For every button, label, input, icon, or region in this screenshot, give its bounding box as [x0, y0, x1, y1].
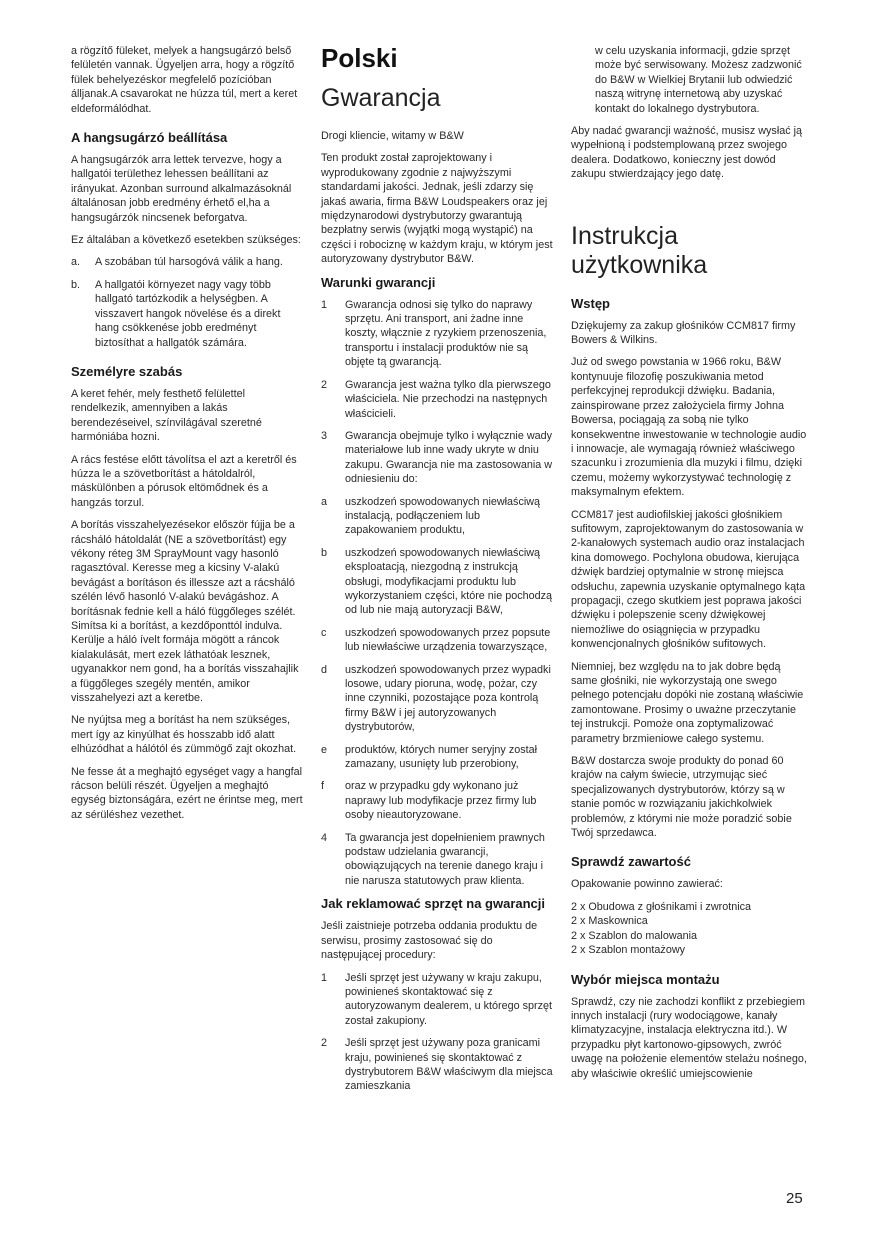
list-marker: 3: [321, 429, 328, 442]
list-item: [71, 278, 303, 350]
paragraph: Ez általában a következő esetekben szükséges:: [71, 234, 301, 247]
list-item: [71, 255, 303, 269]
list-text: Gwarancja jest ważna tylko dla pierwszego właściciela. Nie przechodzi na następnych właścicieli.: [345, 378, 551, 420]
list-marker: c: [321, 626, 327, 639]
paragraph: B&W dostarcza swoje produkty do ponad 60 krajów na całym świecie, utrzymując sieć specjalizowanych dystrybutorów, którzy są w stanie pomóc w rozwiązaniu jakichkolwiek problemów, z którymi nie może poradzić sobie Twój sprzedawca.: [571, 755, 792, 840]
list-marker: b.: [71, 278, 81, 291]
list-marker: e: [321, 743, 328, 756]
list-item: [321, 378, 553, 421]
list-text: produktów, których numer seryjny został zamazany, usunięty lub przerobiony,: [345, 743, 538, 771]
page-number: 25: [786, 1190, 803, 1207]
heading-customization: Személyre szabás: [71, 363, 183, 379]
list-continuation: w celu uzyskania informacji, gdzie sprzęt może być serwisowany. Możesz zadzwonić do B&W w Wielkiej Brytanii lub odwiedzić naszą witrynę internetową aby uzyskać kontakt do lokalnego dystrybutora.: [595, 45, 802, 115]
paragraph: CCM817 jest audiofilskiej jakości głośnikiem sufitowym, zaprojektowanym do zastosowania w 2-kanałowych systemach audio oraz instalacjach kina domowego. Pochylona obudowa, kierująca dźwięk bardziej optymalnie w stronę miejsca odsłuchu, zapewnia uzyskanie optymalnego kąta propagacji, czego skutkiem jest poprawa jakości dźwięku i polepszenie sceny dźwiękowej niemożliwe do osiągnięcia w przypadku konwencjonalnych głośników sufitowych.: [571, 508, 806, 651]
list-text: oraz w przypadku gdy wykonano już naprawy lub modyfikacje przez firmy lub osoby nieautoryzowane.: [345, 780, 537, 822]
list-text: Gwarancja odnosi się tylko do naprawy sprzętu. Ani transport, ani żadne inne koszty, włącznie z ryzykiem przenoszenia, transportu i instalacji produktów nie są objęte tą gwarancją.: [345, 298, 547, 369]
paragraph: A hangsugárzók arra lettek tervezve, hogy a hallgatói területhez lehessen beállítani az irányukat. Azonban surround alkalmazásoknál általánosan jobb eredmény érhető el,ha a hangsugárzók nincsenek beforgatva.: [71, 154, 292, 224]
contents-item: 2 x Obudowa z głośnikami i zwrotnica: [571, 900, 752, 913]
list-item: [321, 831, 553, 889]
column-polish-warranty: [321, 44, 553, 1102]
heading-introduction: Wstęp: [571, 295, 610, 311]
list-text: A szobában túl harsogóvá válik a hang.: [95, 256, 283, 269]
contents-item: 2 x Szablon do malowania: [571, 929, 698, 942]
language-title: Polski: [321, 43, 398, 73]
paragraph: Już od swego powstania w 1966 roku, B&W kontynuuje filozofię poszukiwania metod perfekcyjnej reprodukcji dźwięku. Badania, zainspirowane przez założyciela firmy Johna Bowersa, pociągają za sobą nie tylko konsekwentne inwestowanie w technologie audio i innowacje, ale wymagają również właściwego szacunku i zrozumienia dla muzyki i filmu, dzięki czemu, możemy wykorzystywać technologię z maksymalnym efektem.: [571, 356, 807, 499]
heading-mounting-location: Wybór miejsca montażu: [571, 971, 720, 987]
list-text: A hallgatói környezet nagy vagy több hallgató tartózkodik a helységben. A visszavert hangok növelése és a direkt hang csökkenése jobb eredményt biztosíthat a hallgatók számára.: [95, 278, 281, 349]
paragraph: Ne fesse át a meghajtó egységet vagy a hangfal rácson belüli részét. Ügyeljen a meghajtó egység biztonságára, ezért ne érintse meg, mert az sérüléshez vezethet.: [71, 765, 303, 821]
list-text: Jeśli sprzęt jest używany poza granicami kraju, powinieneś się skontaktować z dystrybutorem B&W właściwym dla miejsca zamieszkania: [345, 1037, 553, 1093]
list-marker: f: [321, 780, 324, 793]
list-marker: 4: [321, 831, 328, 844]
contents-list: [571, 900, 808, 958]
list-marker: 1: [321, 971, 328, 984]
list-item: [321, 1036, 553, 1094]
list-text: uszkodzeń spowodowanych przez popsute lub niewłaściwe urządzenia towarzyszące,: [345, 626, 551, 654]
paragraph: Aby nadać gwarancji ważność, musisz wysłać ją wypełnioną i podstemplowaną przez swojego dealera. Dodatkowo, konieczny jest dowód zakupu stwierdzający jego datę.: [571, 125, 803, 181]
paragraph: Ten produkt został zaprojektowany i wyprodukowany zgodnie z najwyższymi standardami jakości. Jednak, jeśli zdarzy się jakaś awaria, firma B&W Loudspeakers oraz jej międzynarodowi dystrybutorzy gwarantują bezpłatny serwis (wyjątki mogą wystąpić) na części i robociznę w każdym kraju, w którym jest autoryzowany dystrybutor B&W.: [321, 152, 553, 266]
list-text: uszkodzeń spowodowanych niewłaściwą eksploatacją, niezgodną z instrukcją obsługi, modyfikacjami produktu lub wykorzystaniem części, które nie pochodzą od lub nie mają autoryzacji B&W,: [345, 546, 553, 617]
list-text: Gwarancja obejmuje tylko i wyłącznie wady materiałowe lub inne wady ukryte w dniu zakupu. Gwarancja nie ma zastosowania w odniesieniu do:: [345, 429, 553, 486]
list-marker: d: [321, 663, 328, 676]
list-item: [321, 663, 553, 735]
list-item: [321, 429, 553, 487]
paragraph: Sprawdź, czy nie zachodzi konflikt z przebiegiem innych instalacji (rury wodociągowe, kanały klimatyzacyjne, instalacja elektryczna itd.). W przypadku płyt kartonowo-gipsowych, zwróć uwagę na położenie elementów stelażu nośnego, aby właściwie określić umiejscowienie: [571, 995, 807, 1080]
list-item: [321, 626, 553, 655]
paragraph: A keret fehér, mely festhető felülettel rendelkezik, amennyiben a lakás berendezéseivel, színvilágával szeretné harmóniába hozni.: [71, 387, 262, 444]
list-marker: b: [321, 546, 328, 559]
section-title-warranty: Gwarancja: [321, 84, 441, 112]
paragraph: Ne nyújtsa meg a borítást ha nem szükséges, mert így az kinyúlhat és hosszabb idő alatt elhúzódhat a hálótól és zümmögő zajt okozhat.: [71, 714, 297, 756]
list-item: [321, 971, 553, 1029]
list-marker: 2: [321, 378, 328, 391]
paragraph: a rögzítő füleket, melyek a hangsugárzó belső felületén vannak. Ügyeljen arra, hogy a rögzítő fülek behelyezéskor megfelelő pozícióban álljanak.A csavarokat ne húzza túl, mert a keret eldeformálódhat.: [71, 45, 298, 115]
list-marker: 2: [321, 1037, 328, 1050]
list-text: Ta gwarancja jest dopełnieniem prawnych podstaw udzielania gwarancji, obowiązujących na terenie danego kraju i nie narusza statutowych praw klienta.: [345, 831, 545, 887]
list-item: [321, 546, 553, 618]
heading-speaker-setup: A hangsugárzó beállítása: [71, 130, 228, 146]
paragraph: A borítás visszahelyezésekor először fújja be a rácsháló hátoldalát (NE a szövetborítást) egy vékony réteg 3M SprayMount vagy hasonló ragasztóval. Keresse meg a kicsiny V-alakú bevágást a borításon és illessze azt a rácsháló szélén lévő hasonló V-alakú bevágáshoz. A borításnak fednie kell a háló függőleges szélét. Simítsa ki a borítást, a kezdőponttól indulva. Kerülje a háló ívelt formája mögött a ráncok kialakulását, mert ezek láthatóak lesznek, ugyanakkor nem gond, ha a borítás visszahajlik a függőleges szegély mentén, amikor visszahelyezi azt a keretbe.: [71, 519, 299, 705]
column-polish-manual: [571, 44, 808, 1089]
heading-check-contents: Sprawdź zawartość: [571, 854, 691, 870]
section-title-manual: Instrukcja użytkownika: [571, 221, 708, 279]
list-item: [321, 779, 553, 822]
paragraph: A rács festése előtt távolítsa el azt a keretről és húzza le a szövetborítást a hátoldalról, máskülönben a pórusok eltömődnek és a hangzás torzul.: [71, 453, 297, 509]
heading-warranty-terms: Warunki gwarancji: [321, 274, 436, 290]
paragraph: Niemniej, bez względu na to jak dobre będą same głośniki, nie wykorzystają one swego pełnego potencjału dopóki nie zostaną właściwie zamontowane. Prosimy o uważne przeczytanie tej instrukcji. Pomoże ona zoptymalizować parametry brzmieniowe całego systemu.: [571, 660, 804, 745]
column-hungarian: [71, 44, 303, 830]
paragraph: Dziękujemy za zakup głośników CCM817 firmy Bowers & Wilkins.: [571, 319, 796, 347]
paragraph: Jeśli zaistnieje potrzeba oddania produktu de serwisu, prosimy zastosować się do następującej procedury:: [321, 920, 538, 962]
paragraph: Opakowanie powinno zawierać:: [571, 878, 723, 891]
list-marker: 1: [321, 298, 328, 311]
list-marker: a.: [71, 256, 81, 269]
heading-claim-procedure: Jak reklamować sprzęt na gwarancji: [321, 896, 545, 912]
list-text: uszkodzeń spowodowanych przez wypadki losowe, udary pioruna, wodę, pożar, czy inne czynniki, pozostające poza kontrolą firmy B&W i jej autoryzowanych dystrybutorów,: [345, 663, 551, 734]
list-text: uszkodzeń spowodowanych niewłaściwą instalacją, podłączeniem lub zapakowaniem produktu,: [345, 495, 541, 537]
list-item: [321, 495, 553, 538]
list-item: [321, 298, 553, 370]
list-text: Jeśli sprzęt jest używany w kraju zakupu, powinieneś skontaktować się z autoryzowanym dealerem, u którego sprzęt został zakupiony.: [345, 971, 553, 1027]
contents-item: 2 x Maskownica: [571, 915, 648, 928]
list-item: [321, 743, 553, 772]
paragraph: Drogi kliencie, witamy w B&W: [321, 130, 464, 142]
list-marker: a: [321, 495, 328, 508]
contents-item: 2 x Szablon montażowy: [571, 944, 686, 957]
